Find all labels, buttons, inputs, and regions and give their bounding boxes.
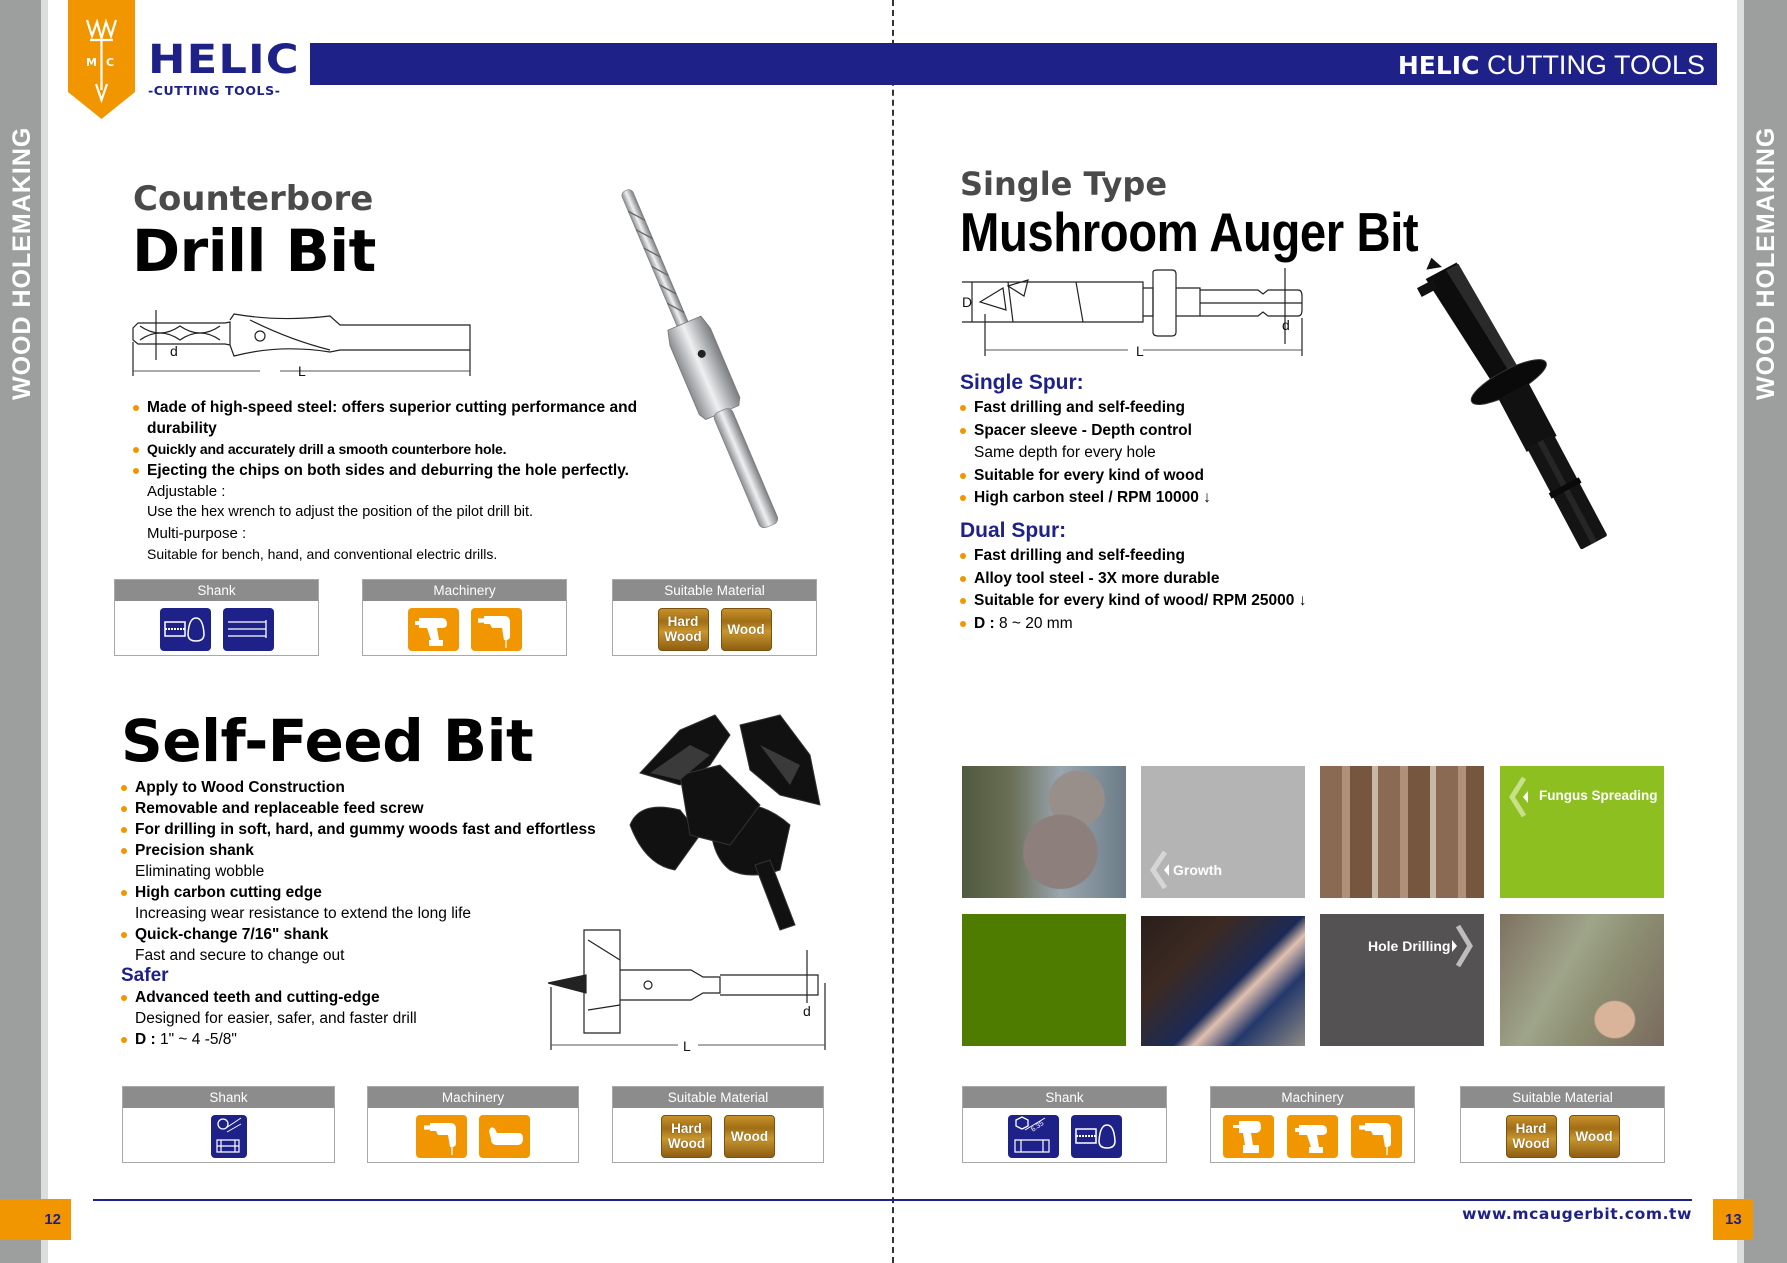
material-hard-wood: Hard Wood	[658, 608, 709, 651]
spec-header: Suitable Material	[1461, 1087, 1664, 1108]
impact-driver-icon	[1223, 1115, 1274, 1158]
safer-feature-list	[121, 987, 417, 1050]
spec-box-material	[612, 1086, 824, 1163]
material-hard-wood: Hard Wood	[661, 1115, 712, 1158]
chevron-right-icon	[1450, 924, 1474, 968]
step-label: Hole Drilling	[1368, 938, 1451, 954]
spec-box-material	[612, 579, 817, 656]
left-side-strip	[0, 0, 41, 1263]
feature-item: Removable and replaceable feed screw	[121, 798, 596, 819]
feature-item: For drilling in soft, hard, and gummy woods fast and effortless	[121, 819, 596, 840]
page-number-right: 13	[1713, 1199, 1753, 1240]
step-label: Growth	[1173, 862, 1222, 878]
electric-drill-icon	[416, 1115, 467, 1158]
feature-item: Fast drilling and self-feeding	[960, 545, 1306, 568]
feature-note: Suitable for bench, hand, and conventional electric drills.	[147, 546, 498, 562]
svg-text:6.35: 6.35	[1030, 1120, 1046, 1134]
feature-note: Adjustable :	[147, 483, 226, 500]
safer-heading: Safer	[121, 965, 169, 986]
header-text: CUTTING TOOLS	[1479, 50, 1705, 80]
side-section-label: WOOD HOLEMAKING	[8, 126, 36, 400]
spec-header: Shank	[963, 1087, 1166, 1108]
dimension-D-label: D	[962, 294, 973, 310]
brand-logo	[148, 37, 300, 98]
feature-item: Quick-change 7/16" shank	[121, 924, 596, 945]
dimension-d-label: d	[1282, 317, 1290, 333]
left-side-accent	[41, 0, 48, 1263]
color-block-green	[962, 914, 1126, 1046]
size-value: 1" ~ 4 -5/8"	[155, 1031, 237, 1048]
material-wood: Wood	[721, 608, 772, 651]
right-angle-drill-icon	[479, 1115, 530, 1158]
chevron-left-icon	[1508, 776, 1530, 818]
size-range	[960, 613, 1306, 636]
cordless-drill-icon	[408, 608, 459, 651]
spec-header: Shank	[115, 580, 318, 601]
page-number-left: 12	[0, 1199, 71, 1240]
hex-shank-6-35-icon	[1008, 1115, 1059, 1158]
mushroom-auger-product-photo	[1410, 235, 1660, 585]
right-side-accent	[1737, 0, 1744, 1263]
spec-box-shank	[114, 579, 319, 656]
dimension-L-label: L	[1136, 343, 1144, 359]
spec-box-machinery	[367, 1086, 579, 1163]
header-brand: HELIC	[1397, 51, 1480, 80]
feature-item: Advanced teeth and cutting-edge	[121, 987, 417, 1008]
header-title	[1398, 51, 1705, 80]
right-side-strip	[1744, 0, 1787, 1263]
electric-drill-icon	[471, 608, 522, 651]
single-spur-feature-list	[960, 397, 1211, 510]
spec-header: Suitable Material	[613, 1087, 823, 1108]
step-label: Fungus Spreading	[1539, 788, 1658, 803]
step-growth	[1141, 766, 1305, 898]
spec-header: Machinery	[368, 1087, 578, 1108]
website-link[interactable]: www.mcaugerbit.com.tw	[1462, 1205, 1692, 1223]
side-section-label: WOOD HOLEMAKING	[1752, 126, 1780, 400]
dual-spur-feature-list	[960, 545, 1306, 635]
feature-item: Alloy tool steel - 3X more durable	[960, 568, 1306, 591]
counterbore-title: Drill Bit	[132, 217, 376, 285]
step-fungus-spreading	[1500, 766, 1664, 898]
feature-item: High carbon cutting edge	[121, 882, 596, 903]
svg-text:C: C	[106, 56, 115, 69]
brand-emblem	[68, 0, 135, 119]
material-wood: Wood	[1569, 1115, 1620, 1158]
quick-change-hex-shank-icon	[211, 1115, 247, 1158]
size-range	[121, 1029, 417, 1050]
material-wood: Wood	[724, 1115, 775, 1158]
feature-item: Apply to Wood Construction	[121, 777, 596, 798]
spec-header: Machinery	[1211, 1087, 1414, 1108]
spec-box-material	[1460, 1086, 1665, 1163]
round-shank-icon	[223, 608, 274, 651]
photo-drilled-logs	[1320, 766, 1484, 898]
feature-item: Made of high-speed steel: offers superior cutting performance and durability	[133, 397, 653, 439]
electric-drill-icon	[1351, 1115, 1402, 1158]
triangle-shank-icon	[160, 608, 211, 651]
size-label: D :	[974, 614, 995, 632]
single-spur-heading: Single Spur:	[960, 371, 1084, 394]
self-feed-dimension-diagram	[548, 925, 833, 1060]
feature-item: Fast drilling and self-feeding	[960, 397, 1211, 420]
counterbore-dimension-diagram	[130, 300, 480, 378]
photo-drilling-log	[1141, 916, 1305, 1046]
spec-box-machinery	[1210, 1086, 1415, 1163]
self-feed-product-photo	[620, 695, 850, 945]
logo-wordmark: HELIC	[148, 37, 300, 83]
feature-note: Multi-purpose :	[147, 525, 247, 542]
feature-note: Designed for easier, safer, and faster drill	[135, 1010, 417, 1027]
chevron-left-icon	[1149, 850, 1171, 890]
dual-spur-heading: Dual Spur:	[960, 519, 1067, 542]
spec-box-machinery	[362, 579, 567, 656]
size-label: D :	[135, 1031, 156, 1048]
counterbore-subtitle: Counterbore	[133, 179, 374, 219]
mushroom-subtitle: Single Type	[960, 165, 1168, 203]
feature-item: Quickly and accurately drill a smooth counterbore hole.	[133, 439, 653, 460]
dimension-L-label: L	[683, 1038, 691, 1054]
material-hard-wood: Hard Wood	[1506, 1115, 1557, 1158]
mushroom-dimension-diagram	[958, 266, 1308, 361]
spec-box-shank	[122, 1086, 335, 1163]
feature-note: Same depth for every hole	[974, 444, 1156, 461]
trident-logo-icon	[68, 0, 135, 119]
svg-text:M: M	[86, 56, 97, 69]
footer-rule	[93, 1199, 1692, 1201]
logo-tagline: -CUTTING TOOLS-	[148, 83, 281, 98]
feature-note: Use the hex wrench to adjust the position of the pilot drill bit.	[147, 504, 534, 520]
triangle-shank-icon	[1071, 1115, 1122, 1158]
photo-mushrooms-on-log	[962, 766, 1126, 898]
feature-note: Eliminating wobble	[135, 863, 265, 880]
dimension-d-label: d	[170, 343, 178, 359]
feature-item: High carbon steel / RPM 10000 ↓	[960, 487, 1211, 510]
feature-note: Increasing wear resistance to extend the long life	[135, 905, 472, 922]
feature-item: Spacer sleeve - Depth control	[960, 420, 1211, 443]
feature-note: Fast and secure to change out	[135, 947, 345, 964]
page-fold-divider	[892, 0, 894, 1263]
mushroom-title: Mushroom Auger Bit	[960, 201, 1419, 263]
size-value: 8 ~ 20 mm	[994, 614, 1073, 632]
feature-item: Ejecting the chips on both sides and deburring the hole perfectly.	[133, 460, 653, 481]
dimension-L-label: L	[298, 363, 306, 378]
feature-item: Suitable for every kind of wood	[960, 465, 1211, 488]
cordless-drill-icon	[1287, 1115, 1338, 1158]
self-feed-feature-list	[121, 777, 596, 966]
spec-header: Suitable Material	[613, 580, 816, 601]
feature-item: Suitable for every kind of wood/ RPM 25000 ↓	[960, 590, 1306, 613]
spec-header: Shank	[123, 1087, 334, 1108]
photo-log-with-holes	[1500, 914, 1664, 1046]
feature-item: Precision shank	[121, 840, 596, 861]
header-bar	[310, 43, 1717, 85]
spec-header: Machinery	[363, 580, 566, 601]
self-feed-title: Self-Feed Bit	[121, 707, 534, 775]
dimension-d-label: d	[803, 1003, 811, 1019]
counterbore-feature-list	[133, 397, 653, 565]
spec-box-shank	[962, 1086, 1167, 1163]
step-hole-drilling	[1320, 914, 1484, 1046]
